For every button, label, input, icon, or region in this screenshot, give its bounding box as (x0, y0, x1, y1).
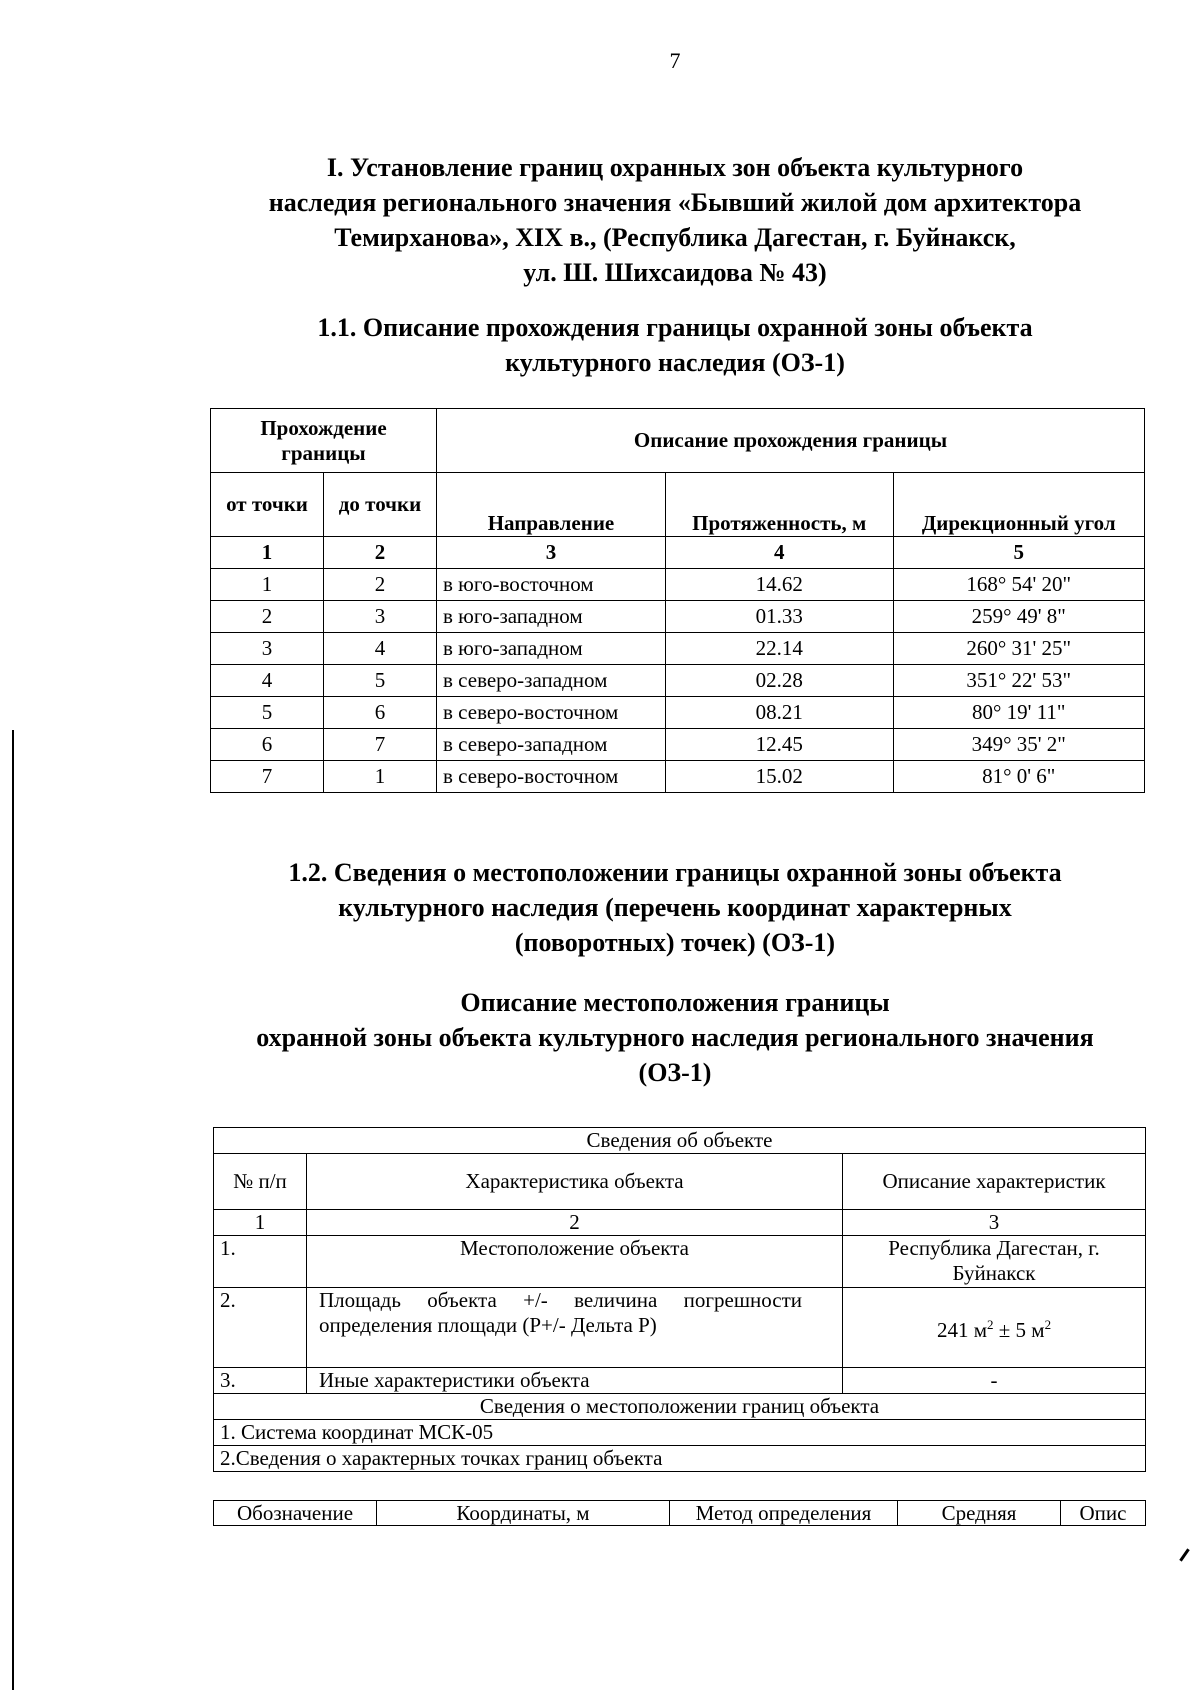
area-tolerance: ± 5 м (993, 1318, 1045, 1342)
section-1-2-heading (200, 855, 1150, 960)
subheading-line: охранной зоны объекта культурного наследия регионального значения (256, 1023, 1094, 1052)
direction-cell: в северо-западном (437, 665, 666, 697)
table-row (211, 633, 1145, 665)
to-point-cell: 4 (324, 633, 437, 665)
column-number: 2 (324, 537, 437, 569)
area-value-cell (843, 1288, 1146, 1368)
column-number: 4 (665, 537, 893, 569)
table-row (211, 761, 1145, 793)
characteristic-points-info: 2.Сведения о характерных точках границ объекта (214, 1446, 1146, 1472)
value-cell: Республика Дагестан, г. Буйнакск (843, 1236, 1146, 1288)
subheading-line: Описание местоположения границы (460, 988, 890, 1017)
header-from-point: от точки (211, 473, 324, 537)
to-point-cell: 6 (324, 697, 437, 729)
coordinate-system: 1. Система координат МСК-05 (214, 1420, 1146, 1446)
title-line: ул. Ш. Шихсаидова № 43) (523, 258, 827, 287)
points-table-header (213, 1500, 1146, 1526)
header-method: Метод определения (670, 1501, 898, 1526)
value-cell: - (843, 1368, 1146, 1394)
direction-cell: в юго-восточном (437, 569, 666, 601)
length-cell: 22.14 (665, 633, 893, 665)
header-characteristic: Характеристика объекта (307, 1154, 843, 1210)
header-to-point: до точки (324, 473, 437, 537)
table-row (214, 1288, 1146, 1368)
section-1-1-heading (200, 310, 1150, 380)
from-point-cell: 6 (211, 729, 324, 761)
characteristic-cell: Площадь объекта +/- величина погрешности определения площади (Р+/- Дельта Р) (307, 1288, 843, 1368)
area-unit-exponent: 2 (1044, 1317, 1052, 1332)
scan-mark (1179, 1548, 1189, 1561)
direction-cell: в юго-западном (437, 633, 666, 665)
row-num-cell: 2. (214, 1288, 307, 1368)
column-number: 1 (211, 537, 324, 569)
from-point-cell: 4 (211, 665, 324, 697)
length-cell: 02.28 (665, 665, 893, 697)
section-heading-line: 1.2. Сведения о местоположении границы охранной зоны объекта (288, 858, 1062, 887)
header-mean: Средняя (898, 1501, 1061, 1526)
object-info-title: Сведения об объекте (214, 1128, 1146, 1154)
document-title (200, 150, 1150, 290)
characteristic-cell: Местоположение объекта (307, 1236, 843, 1288)
length-cell: 15.02 (665, 761, 893, 793)
direction-cell: в северо-восточном (437, 697, 666, 729)
table-row (211, 569, 1145, 601)
area-unit-exponent: 2 (986, 1317, 994, 1332)
table-row (214, 1368, 1146, 1394)
length-cell: 08.21 (665, 697, 893, 729)
table-row (211, 729, 1145, 761)
header-direction: Направление (437, 473, 666, 537)
header-designation: Обозначение (214, 1501, 377, 1526)
header-length: Протяженность, м (665, 473, 893, 537)
section-heading-line: культурного наследия (перечень координат характерных (338, 893, 1012, 922)
header-characteristic-description: Описание характеристик (843, 1154, 1146, 1210)
row-num-cell: 1. (214, 1236, 307, 1288)
subheading-line: (ОЗ-1) (638, 1058, 712, 1087)
location-description-heading (200, 985, 1150, 1090)
scan-margin-line (12, 730, 14, 1690)
to-point-cell: 7 (324, 729, 437, 761)
angle-cell: 259° 49' 8" (893, 601, 1144, 633)
column-number-row (211, 537, 1145, 569)
area-value: 241 м (936, 1318, 987, 1342)
title-line: наследия регионального значения «Бывший жилой дом архитектора (268, 188, 1082, 217)
header-desc: Опис (1061, 1501, 1146, 1526)
section-heading-line: 1.1. Описание прохождения границы охранной зоны объекта (317, 313, 1033, 342)
column-number: 2 (307, 1210, 843, 1236)
angle-cell: 349° 35' 2" (893, 729, 1144, 761)
to-point-cell: 1 (324, 761, 437, 793)
from-point-cell: 3 (211, 633, 324, 665)
angle-cell: 168° 54' 20" (893, 569, 1144, 601)
from-point-cell: 2 (211, 601, 324, 633)
header-coordinates: Координаты, м (377, 1501, 670, 1526)
angle-cell: 81° 0' 6" (893, 761, 1144, 793)
table-row (211, 697, 1145, 729)
boundary-passage-table (210, 408, 1145, 793)
angle-cell: 80° 19' 11" (893, 697, 1144, 729)
angle-cell: 260° 31' 25" (893, 633, 1144, 665)
from-point-cell: 5 (211, 697, 324, 729)
table-row (211, 601, 1145, 633)
header-description: Описание прохождения границы (437, 409, 1145, 473)
length-cell: 14.62 (665, 569, 893, 601)
title-line: I. Установление границ охранных зон объекта культурного (326, 153, 1024, 182)
to-point-cell: 5 (324, 665, 437, 697)
length-cell: 01.33 (665, 601, 893, 633)
length-cell: 12.45 (665, 729, 893, 761)
to-point-cell: 2 (324, 569, 437, 601)
object-info-table (213, 1127, 1146, 1472)
section-heading-line: (поворотных) точек) (ОЗ-1) (514, 928, 836, 957)
angle-cell: 351° 22' 53" (893, 665, 1144, 697)
row-num-cell: 3. (214, 1368, 307, 1394)
from-point-cell: 7 (211, 761, 324, 793)
header-passage: Прохождение границы (211, 409, 437, 473)
direction-cell: в северо-восточном (437, 761, 666, 793)
section-heading-line: культурного наследия (ОЗ-1) (505, 348, 845, 377)
column-number: 3 (843, 1210, 1146, 1236)
table-row (214, 1236, 1146, 1288)
page-number: 7 (669, 48, 681, 73)
column-number: 5 (893, 537, 1144, 569)
from-point-cell: 1 (211, 569, 324, 601)
title-line: Темирханова», XIX в., (Республика Дагестан, г. Буйнакск, (334, 223, 1016, 252)
characteristic-cell: Иные характеристики объекта (307, 1368, 843, 1394)
location-info-title: Сведения о местоположении границ объекта (214, 1394, 1146, 1420)
direction-cell: в юго-западном (437, 601, 666, 633)
column-number-row (214, 1210, 1146, 1236)
table-row (211, 665, 1145, 697)
direction-cell: в северо-западном (437, 729, 666, 761)
to-point-cell: 3 (324, 601, 437, 633)
header-angle: Дирекционный угол (893, 473, 1144, 537)
column-number: 1 (214, 1210, 307, 1236)
column-number: 3 (437, 537, 666, 569)
header-num: № п/п (214, 1154, 307, 1210)
